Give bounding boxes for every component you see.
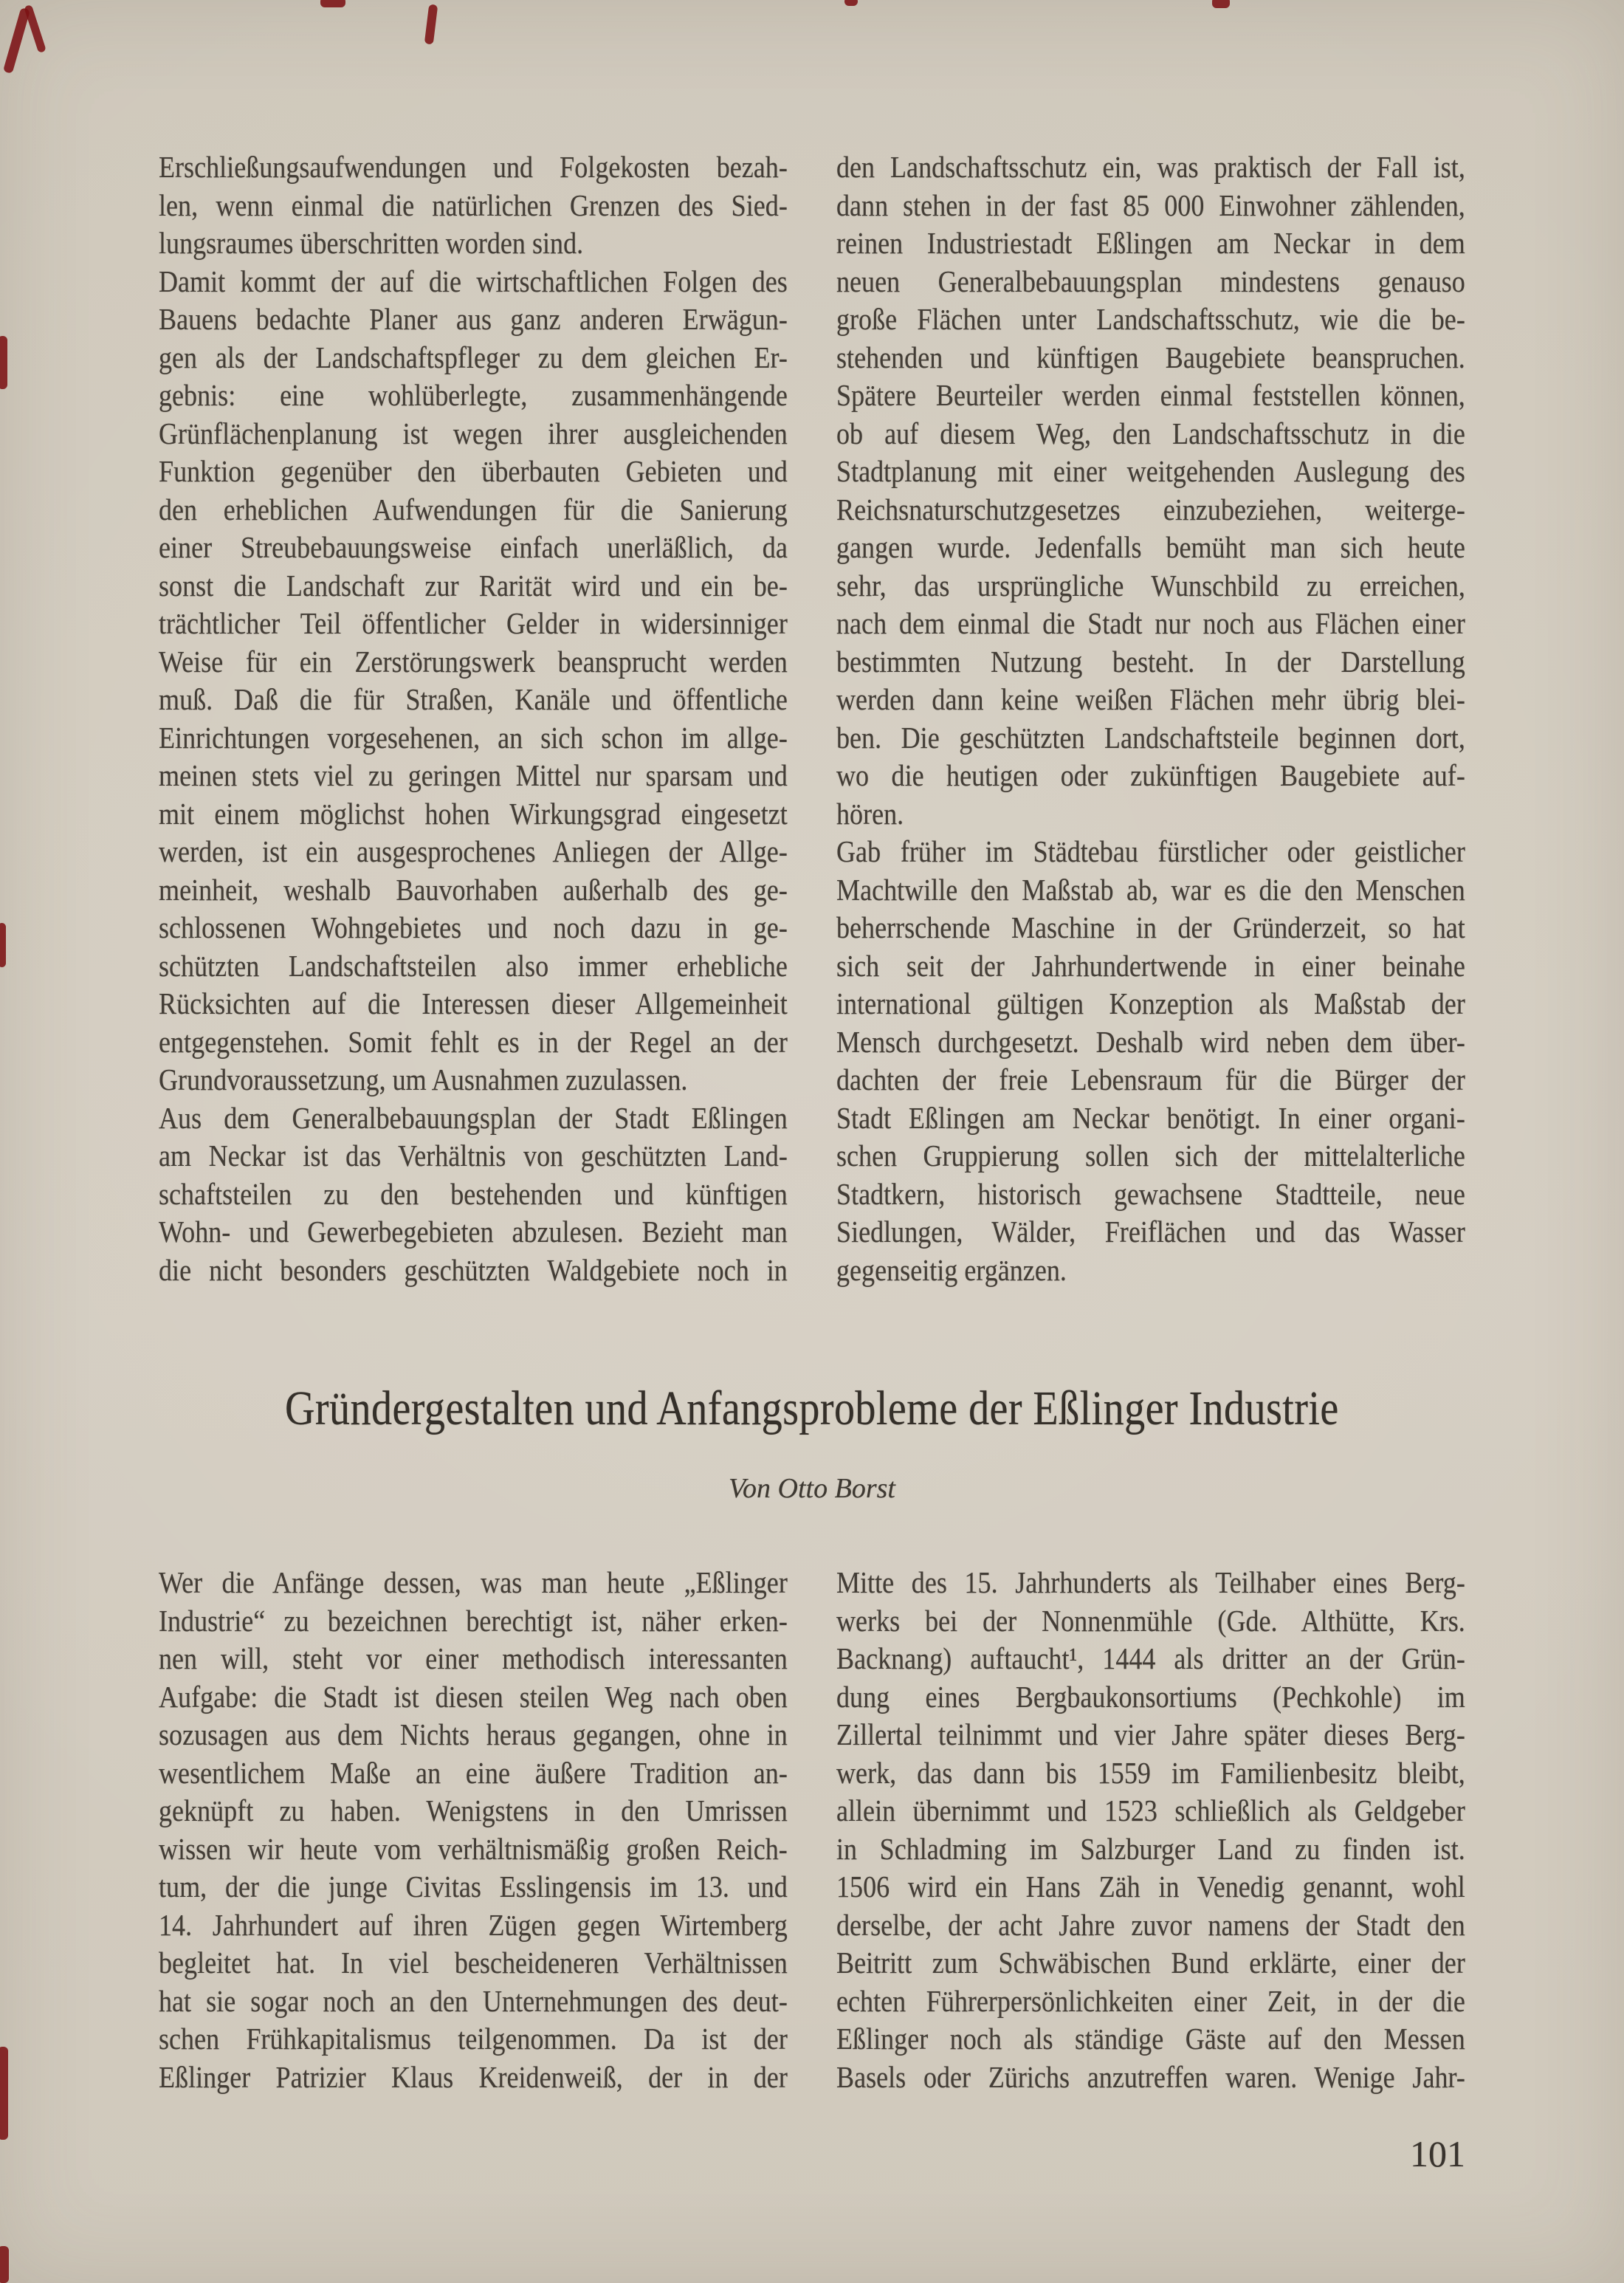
- text-line: Grünflächenplanung ist wegen ihrer ausgleichenden: [159, 416, 788, 450]
- scan-mark: [0, 923, 6, 967]
- text-line: Siedlungen, Wälder, Freiflächen und das Wasser: [836, 1215, 1465, 1249]
- text-line: 1506 wird ein Hans Zäh in Venedig genannt, wohl: [836, 1870, 1465, 1903]
- text-line: reinen Industriestadt Eßlingen am Neckar in dem: [836, 226, 1465, 260]
- text-line: nach dem einmal die Stadt nur noch aus Flächen einer: [836, 606, 1465, 640]
- text-line: Eßlinger noch als ständige Gäste auf den Messen: [836, 2022, 1465, 2056]
- text-line: bestimmten Nutzung besteht. In der Darstellung: [836, 644, 1465, 679]
- text-line: einer Streubebauungsweise einfach unerläßlich, da: [159, 530, 788, 564]
- text-line: entgegenstehen. Somit fehlt es in der Regel an der: [159, 1024, 788, 1059]
- text-line: wissen wir heute vom verhältnismäßig großen Reich-: [159, 1831, 788, 1866]
- text-line: international gültigen Konzeption als Maßstab der: [836, 986, 1465, 1020]
- text-line: Rücksichten auf die Interessen dieser Allgemeinheit: [159, 986, 788, 1020]
- text-line: sehr, das ursprüngliche Wunschbild zu erreichen,: [836, 568, 1465, 602]
- text-line: werk, das dann bis 1559 im Familienbesitz bleibt,: [836, 1755, 1465, 1790]
- text-line: schützten Landschaftsteilen also immer erhebliche: [159, 948, 788, 983]
- text-line: sich seit der Jahrhundertwende in einer beinahe: [836, 948, 1465, 983]
- text-line: hören.: [836, 796, 904, 831]
- text-line: den erheblichen Aufwendungen für die Sanierung: [159, 492, 788, 526]
- text-line: Stadt Eßlingen am Neckar benötigt. In einer organi-: [836, 1100, 1465, 1135]
- text-line: schlossenen Wohngebietes und noch dazu in ge-: [159, 910, 788, 944]
- text-line: wo die heutigen oder zukünftigen Baugebiete auf-: [836, 758, 1465, 792]
- text-line: beherrschende Maschine in der Gründerzeit, so hat: [836, 910, 1465, 944]
- text-line: dung eines Bergbaukonsortiums (Pechkohle) im: [836, 1679, 1465, 1714]
- text-line: werden dann keine weißen Flächen mehr übrig blei-: [836, 682, 1465, 716]
- text-line: gebnis: eine wohlüberlegte, zusammenhängende: [159, 378, 788, 412]
- text-line: sozusagen aus dem Nichts heraus gegangen, ohne in: [159, 1717, 788, 1751]
- text-line: tum, der die junge Civitas Esslingensis im 13. und: [159, 1870, 788, 1903]
- text-line: Bauens bedachte Planer aus ganz anderen Erwägun-: [159, 302, 788, 336]
- text-line: schaftsteilen zu den bestehenden und künftigen: [159, 1176, 788, 1211]
- page-number: 101: [1410, 2133, 1465, 2174]
- upper-right-text-column: [836, 148, 1465, 1289]
- text-line: stehenden und künftigen Baugebiete beanspruchen.: [836, 340, 1465, 374]
- text-line: Wohn- und Gewerbegebieten abzulesen. Bezieht man: [159, 1215, 788, 1249]
- text-line: große Flächen unter Landschaftsschutz, wie die be-: [836, 302, 1465, 336]
- text-line: gegenseitig ergänzen.: [836, 1252, 1067, 1287]
- text-line: wesentlichem Maße an eine äußere Tradition an-: [159, 1755, 788, 1790]
- text-line: Mitte des 15. Jahrhunderts als Teilhaber eines Berg-: [836, 1565, 1465, 1599]
- scan-mark: [1212, 0, 1230, 8]
- scan-mark: [24, 4, 47, 53]
- text-line: ben. Die geschützten Landschaftsteile beginnen dort,: [836, 720, 1465, 755]
- text-line: sonst die Landschaft zur Rarität wird und ein be-: [159, 568, 788, 602]
- article-header: [0, 1379, 1624, 1438]
- scan-mark: [0, 336, 7, 389]
- text-line: neuen Generalbebauungsplan mindestens genauso: [836, 264, 1465, 298]
- text-line: gen als der Landschaftspfleger zu dem gleichen Er-: [159, 340, 788, 374]
- text-line: Wer die Anfänge dessen, was man heute „Eßlinger: [159, 1565, 788, 1599]
- text-line: Spätere Beurteiler werden einmal feststellen können,: [836, 378, 1465, 412]
- text-line: Basels oder Zürichs anzutreffen waren. Wenige Jahr-: [836, 2059, 1465, 2094]
- text-line: den Landschaftsschutz ein, was praktisch der Fall ist,: [836, 150, 1465, 184]
- text-line: Mensch durchgesetzt. Deshalb wird neben dem über-: [836, 1024, 1465, 1059]
- scan-mark: [3, 7, 30, 74]
- text-line: Reichsnaturschutzgesetzes einzubeziehen, weiterge-: [836, 492, 1465, 526]
- scan-mark: [320, 0, 345, 7]
- lower-right-text-column: [836, 1564, 1465, 2096]
- text-line: Backnang) auftaucht¹, 1444 als dritter an der Grün-: [836, 1641, 1465, 1675]
- text-line: mit einem möglichst hohen Wirkungsgrad eingesetzt: [159, 796, 788, 831]
- scan-mark: [844, 0, 858, 6]
- text-line: Eßlinger Patrizier Klaus Kreidenweiß, der in der: [159, 2059, 788, 2094]
- text-line: gangen wurde. Jedenfalls bemüht man sich heute: [836, 530, 1465, 564]
- text-line: Machtwille den Maßstab ab, war es die den Menschen: [836, 872, 1465, 907]
- text-line: in Schladming im Salzburger Land zu finden ist.: [836, 1831, 1465, 1866]
- text-line: schen Frühkapitalismus teilgenommen. Da ist der: [159, 2022, 788, 2056]
- text-line: Weise für ein Zerstörungswerk beansprucht werden: [159, 644, 788, 679]
- text-line: meinheit, weshalb Bauvorhaben außerhalb des ge-: [159, 872, 788, 907]
- text-line: Stadtkern, historisch gewachsene Stadtteile, neue: [836, 1176, 1465, 1211]
- text-line: hat sie sogar noch an den Unternehmungen des deut-: [159, 1983, 788, 2018]
- text-line: trächtlicher Teil öffentlicher Gelder in widersinniger: [159, 606, 788, 640]
- text-line: werks bei der Nonnenmühle (Gde. Althütte, Krs.: [836, 1603, 1465, 1638]
- scan-mark: [424, 4, 438, 44]
- text-line: Aus dem Generalbebauungsplan der Stadt Eßlingen: [159, 1100, 788, 1135]
- text-line: muß. Daß die für Straßen, Kanäle und öffentliche: [159, 682, 788, 716]
- text-line: Erschließungsaufwendungen und Folgekosten bezah-: [159, 150, 788, 184]
- text-line: Funktion gegenüber den überbauten Gebieten und: [159, 454, 788, 488]
- lower-left-text-column: [159, 1564, 788, 2096]
- text-line: Gab früher im Städtebau fürstlicher oder geistlicher: [836, 834, 1465, 868]
- text-line: meinen stets viel zu geringen Mittel nur sparsam und: [159, 758, 788, 792]
- text-line: Zillertal teilnimmt und vier Jahre später dieses Berg-: [836, 1717, 1465, 1751]
- text-line: Aufgabe: die Stadt ist diesen steilen Weg nach oben: [159, 1679, 788, 1714]
- text-line: ob auf diesem Weg, den Landschaftsschutz in die: [836, 416, 1465, 450]
- text-line: Grundvoraussetzung, um Ausnahmen zuzulassen.: [159, 1062, 688, 1096]
- text-line: schen Gruppierung sollen sich der mittelalterliche: [836, 1139, 1465, 1173]
- text-line: nen will, steht vor einer methodisch interessanten: [159, 1641, 788, 1675]
- text-line: derselbe, der acht Jahre zuvor namens der Stadt den: [836, 1907, 1465, 1942]
- text-line: dachten der freie Lebensraum für die Bürger der: [836, 1062, 1465, 1096]
- text-line: len, wenn einmal die natürlichen Grenzen des Sied-: [159, 188, 788, 222]
- text-line: Beitritt zum Schwäbischen Bund erklärte, einer der: [836, 1946, 1465, 1980]
- text-line: geknüpft zu haben. Wenigstens in den Umrissen: [159, 1793, 788, 1827]
- text-line: echten Führerpersönlichkeiten einer Zeit, in der die: [836, 1983, 1465, 2018]
- text-line: dann stehen in der fast 85 000 Einwohner zählenden,: [836, 188, 1465, 222]
- scan-mark: [0, 2246, 9, 2283]
- scan-mark: [0, 2047, 8, 2140]
- text-line: die nicht besonders geschützten Waldgebiete noch in: [159, 1252, 788, 1287]
- article-title: Gründergestalten und Anfangsprobleme der Eßlinger Industrie: [285, 1381, 1339, 1435]
- text-line: Damit kommt der auf die wirtschaftlichen Folgen des: [159, 264, 788, 298]
- text-line: lungsraumes überschritten worden sind.: [159, 226, 584, 260]
- text-line: Stadtplanung mit einer weitgehenden Auslegung des: [836, 454, 1465, 488]
- text-line: Industrie“ zu bezeichnen berechtigt ist, näher erken-: [159, 1603, 788, 1638]
- text-line: 14. Jahrhundert auf ihren Zügen gegen Wirtemberg: [159, 1907, 788, 1942]
- article-byline: Von Otto Borst: [729, 1473, 895, 1504]
- text-line: werden, ist ein ausgesprochenes Anliegen der Allge-: [159, 834, 788, 868]
- text-line: am Neckar ist das Verhältnis von geschützten Land-: [159, 1139, 788, 1173]
- text-line: Einrichtungen vorgesehenen, an sich schon im allge-: [159, 720, 788, 755]
- upper-left-text-column: [159, 148, 788, 1289]
- text-line: begleitet hat. In viel bescheideneren Verhältnissen: [159, 1946, 788, 1980]
- text-line: allein übernimmt und 1523 schließlich als Geldgeber: [836, 1793, 1465, 1827]
